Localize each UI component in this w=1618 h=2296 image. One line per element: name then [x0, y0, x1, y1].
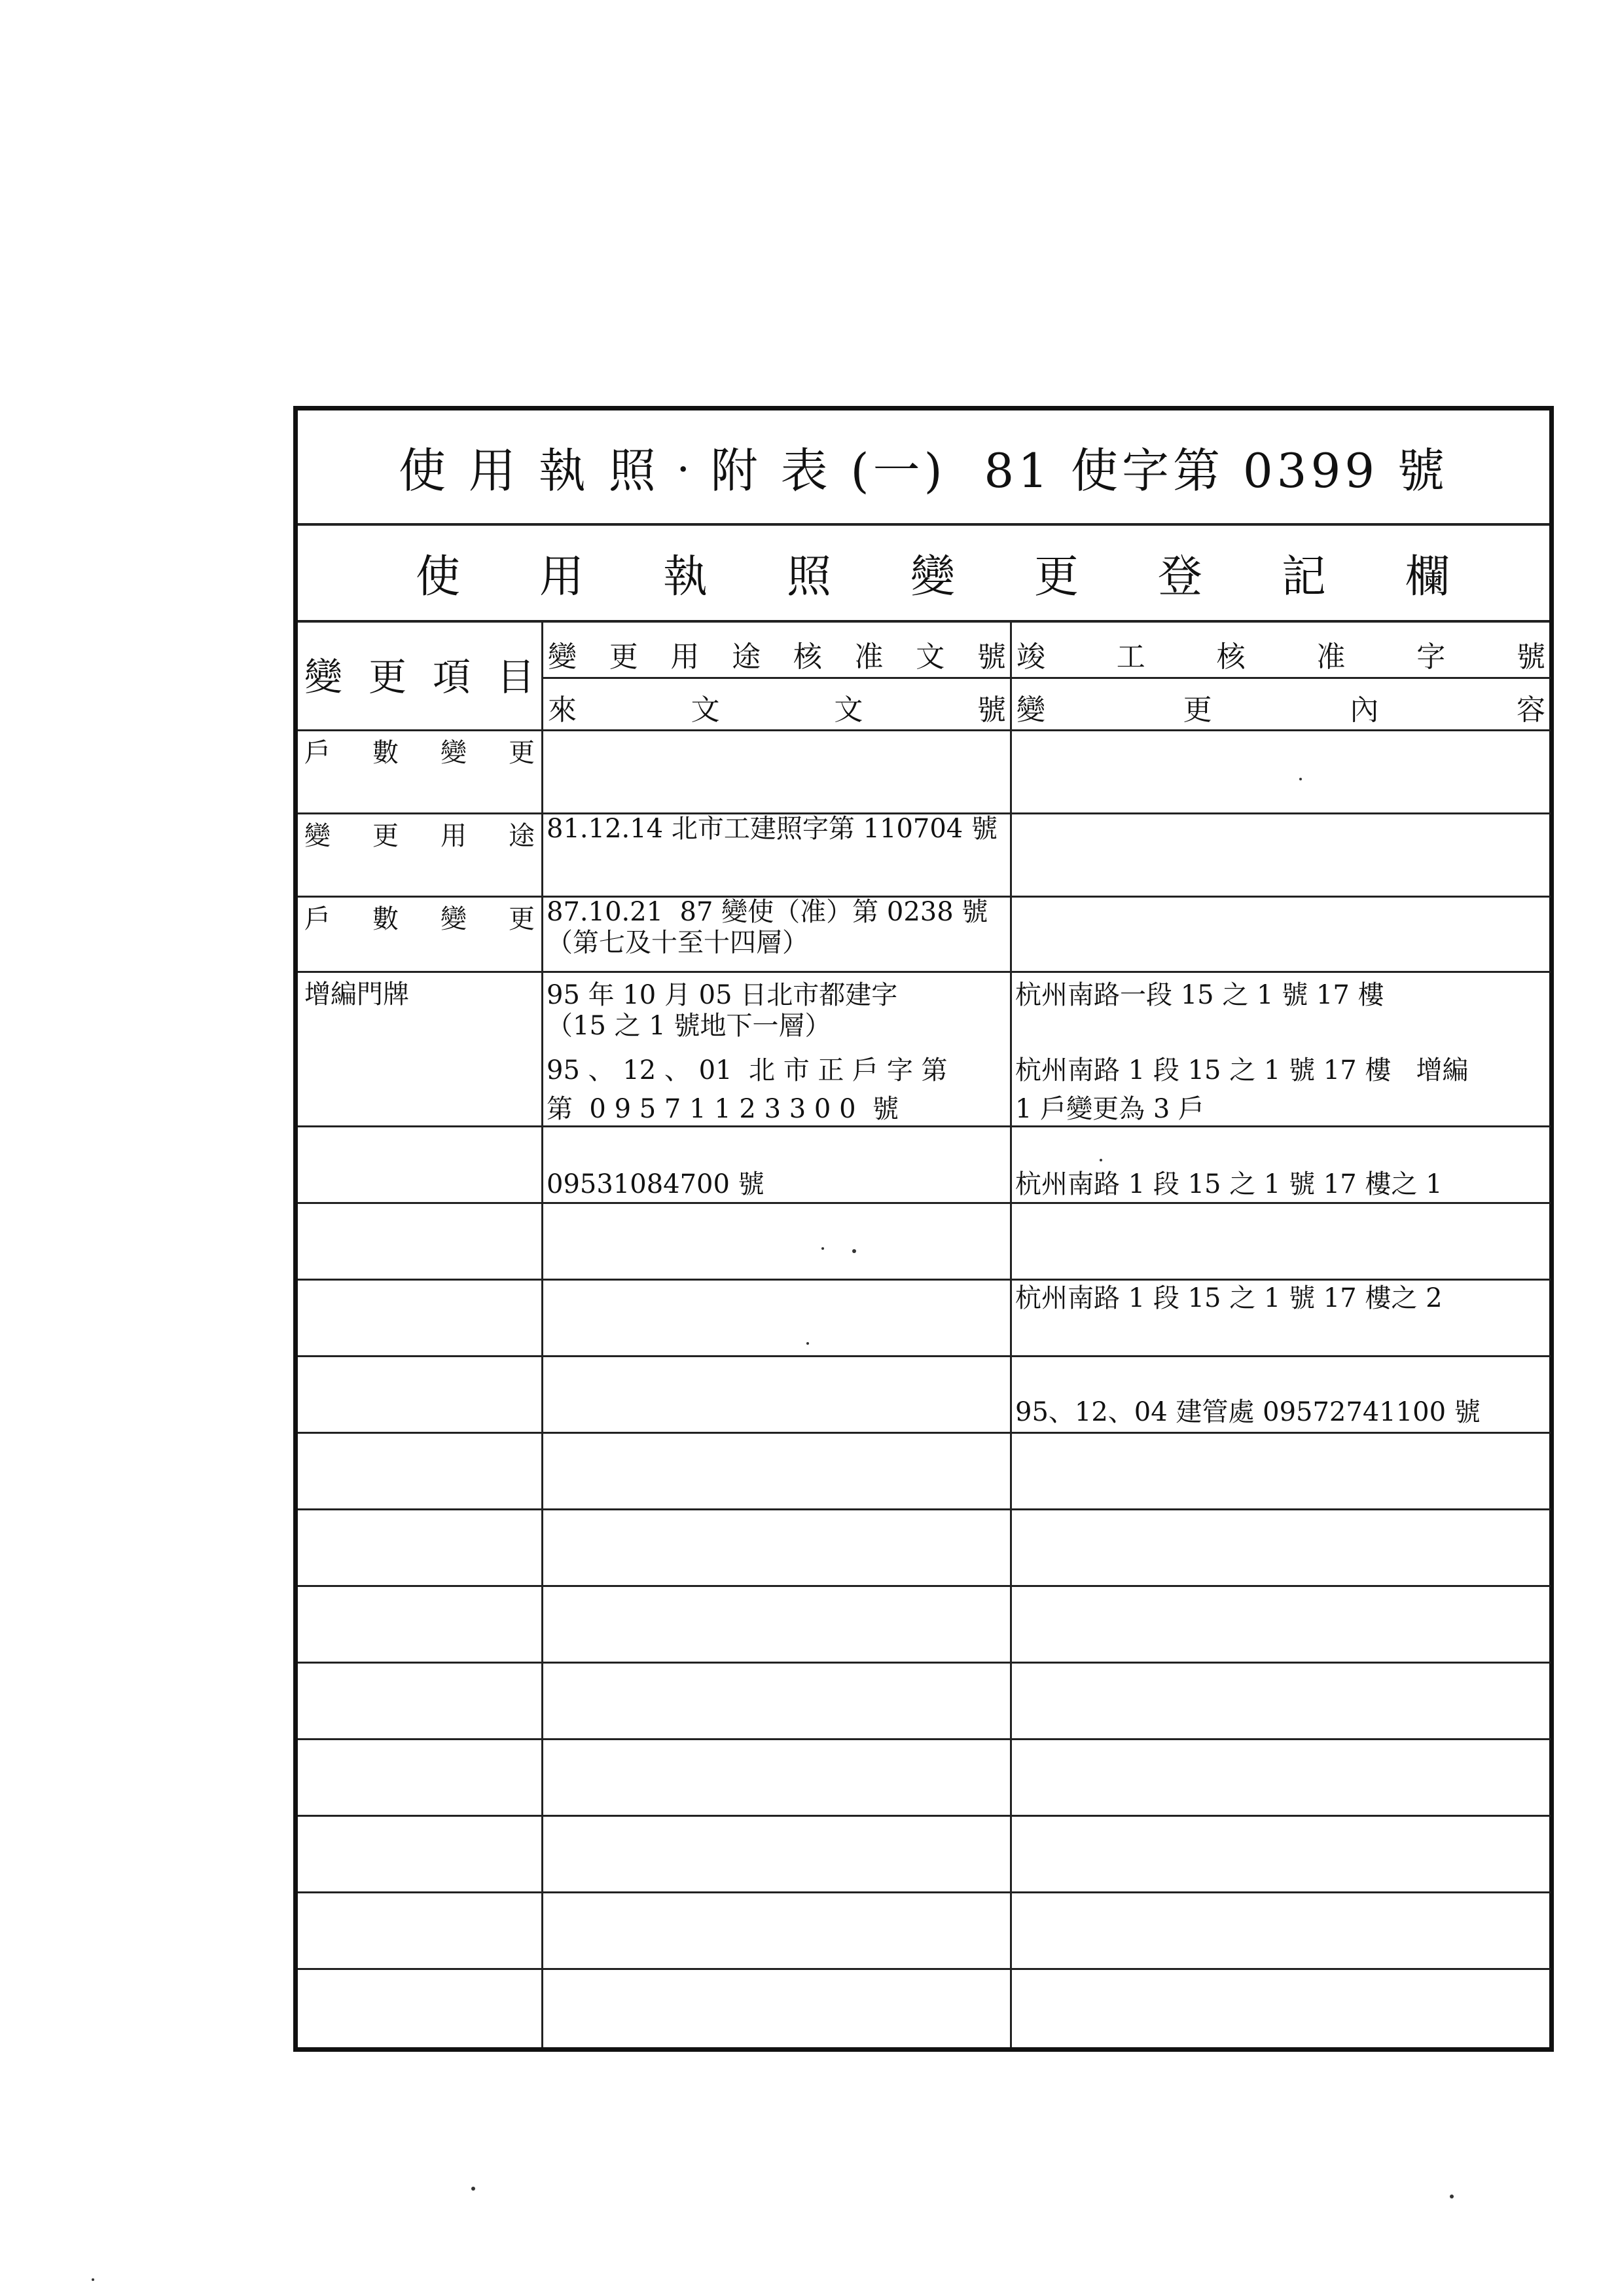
header-char: 核: [793, 640, 822, 674]
scan-speck: [1100, 1159, 1102, 1161]
doc-line: 09531084700 號: [547, 1169, 764, 1199]
header-completion-no: [1016, 633, 1545, 675]
doc-line: （15 之 1 號地下一層）: [547, 1011, 831, 1041]
header-char: 更: [1183, 693, 1212, 727]
scan-speck: [1299, 778, 1302, 780]
header-char: 文: [834, 693, 863, 727]
scan-speck: [806, 1342, 809, 1345]
header-change-item: [304, 646, 535, 701]
header-char: 更: [368, 655, 406, 699]
header-incoming-doc: [548, 686, 1006, 728]
content-line: 1 戶變更為 3 戶: [1015, 1094, 1205, 1124]
section-title-char: 使: [416, 551, 461, 603]
scan-speck: [821, 1247, 824, 1250]
header-change-content: [1016, 686, 1545, 728]
item-char: 途: [509, 821, 535, 851]
scan-speck: [92, 2278, 94, 2281]
item-char: 用: [440, 821, 467, 851]
item-char: 戶: [304, 904, 331, 934]
row-divider: [298, 1585, 1551, 1587]
item-char: 數: [372, 904, 399, 934]
table-row-content: [1015, 975, 1547, 1507]
header-char: 變: [1016, 693, 1045, 727]
item-char: 變: [440, 738, 467, 768]
content-line: 95、12、04 建管處 09572741100 號: [1015, 1397, 1481, 1427]
header-char: 內: [1350, 693, 1379, 727]
header-char: 項: [432, 655, 471, 699]
page-title: 使 用 執 照‧附 表 (一) 81 使字第 0399 號: [298, 410, 1549, 526]
header-char: 文: [916, 640, 945, 674]
doc-line: 95 、 12 、 01 北 市 正 戶 字 第: [547, 1055, 948, 1085]
item-char: 變: [440, 904, 467, 934]
table-row-doc: [547, 975, 1007, 1279]
section-title-char: 更: [1034, 551, 1079, 603]
item-char: 更: [509, 904, 535, 934]
row-divider: [298, 1815, 1551, 1817]
header-char: 號: [977, 640, 1006, 674]
row-divider: [298, 1508, 1551, 1510]
item-char: 更: [509, 738, 535, 768]
header-char: 變: [304, 655, 343, 699]
header-approval-doc: [548, 633, 1006, 675]
header-char: 更: [609, 640, 638, 674]
header-char: 變: [548, 640, 577, 674]
doc-line: 第 0 9 5 7 1 1 2 3 3 0 0 號: [547, 1094, 899, 1124]
content-line: 杭州南路 1 段 15 之 1 號 17 樓 增編: [1015, 1055, 1469, 1085]
column-divider: [1010, 623, 1012, 2047]
scan-speck: [852, 1249, 856, 1253]
section-title-char: 照: [786, 551, 831, 603]
header-char: 文: [691, 693, 720, 727]
item-char: 戶: [304, 738, 331, 768]
section-title-char: 執: [662, 551, 708, 603]
row-divider: [298, 1968, 1551, 1970]
column-divider: [541, 623, 543, 2047]
content-line: 杭州南路一段 15 之 1 號 17 樓: [1015, 980, 1384, 1010]
row-divider: [298, 1662, 1551, 1664]
header-divider: [541, 677, 1551, 679]
content-line: 杭州南路 1 段 15 之 1 號 17 樓之 1: [1015, 1169, 1443, 1199]
content-line: 杭州南路 1 段 15 之 1 號 17 樓之 2: [1015, 1283, 1443, 1313]
header-char: 號: [977, 693, 1006, 727]
section-title: [298, 526, 1549, 623]
row-divider: [298, 1891, 1551, 1893]
header-char: 准: [1316, 640, 1346, 674]
scan-speck: [1450, 2195, 1454, 2198]
section-title-char: 記: [1281, 551, 1326, 603]
item-char: 變: [304, 821, 331, 851]
header-char: 工: [1116, 640, 1145, 674]
table-row-item: [304, 817, 535, 855]
header-char: 竣: [1016, 640, 1045, 674]
table-row-item: 增編門牌: [304, 979, 409, 1010]
section-title-char: 欄: [1405, 551, 1450, 603]
doc-line: 87.10.21 87 變使（准）第 0238 號: [547, 897, 988, 927]
table-row-item: [304, 900, 535, 938]
header-char: 來: [548, 693, 577, 727]
item-char: 數: [372, 738, 399, 768]
section-title-char: 用: [539, 551, 584, 603]
doc-line: （第七及十至十四層）: [547, 928, 808, 958]
table-row-item: [304, 734, 535, 772]
section-title-char: 登: [1157, 551, 1202, 603]
header-char: 准: [854, 640, 884, 674]
section-title-char: 變: [910, 551, 955, 603]
header-char: 核: [1216, 640, 1246, 674]
item-char: 更: [372, 821, 399, 851]
header-char: 容: [1516, 693, 1545, 727]
header-char: 途: [732, 640, 761, 674]
doc-line: 95 年 10 月 05 日北市都建字: [547, 980, 898, 1010]
doc-line: 81.12.14 北市工建照字第 110704 號: [547, 814, 998, 844]
header-char: 號: [1516, 640, 1545, 674]
row-divider: [298, 729, 1551, 731]
header-char: 用: [670, 640, 700, 674]
permit-change-table: [293, 406, 1554, 2052]
header-char: 字: [1416, 640, 1446, 674]
scan-speck: [471, 2187, 475, 2191]
row-divider: [298, 1738, 1551, 1740]
header-char: 目: [496, 655, 535, 699]
